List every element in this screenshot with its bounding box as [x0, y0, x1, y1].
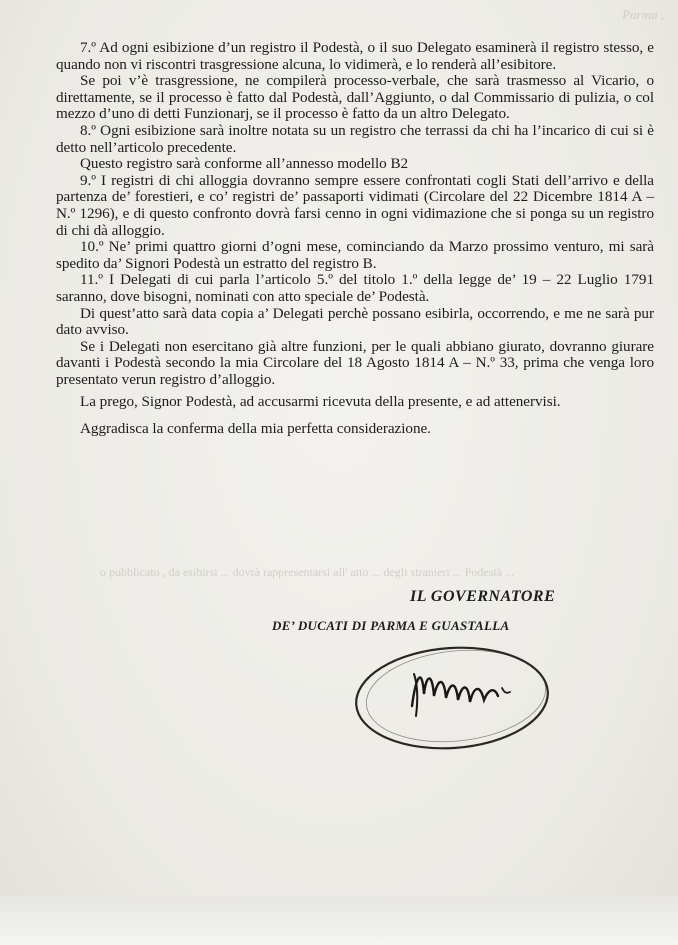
bleed-through-header: Parma ,	[622, 7, 664, 22]
paragraph-8-continued: Questo registro sarà conforme all’annesso modello B2	[80, 155, 409, 173]
paragraph-11: 11.º I Delegati di cui parla l’articolo 5.º del titolo 1.º della legge de’ 19 – 22 Luglio 1791 saranno, dove bisogni, nominati con atto speciale de’ Podestà.	[56, 271, 654, 305]
paragraph-11-oath: Se i Delegati non esercitano già altre funzioni, per le quali abbiano giurato, dovranno giurare davanti i Podestà secondo la mia Circolare del 18 Agosto 1814 A – N.º 33, prima che venga loro presentato verun registro d’alloggio.	[56, 337, 654, 388]
paragraph-8: 8.º Ogni esibizione sarà inoltre notata su un registro che terrassi da chi ha l’incarico di cui si è detto nell’articolo precedente.	[56, 121, 654, 156]
governor-subtitle: DE’ DUCATI DI PARMA E GUASTALLA	[272, 618, 510, 633]
governor-title: IL GOVERNATORE	[410, 588, 556, 605]
handwritten-signature-seal	[352, 636, 560, 754]
paragraph-7: 7.º Ad ogni esibizione d’un registro il Podestà, o il suo Delegato esaminerà il registro stesso, e quando non vi riscontri trasgressione alcuna, lo vidimerà, e lo renderà all’esibitore.	[56, 39, 654, 73]
paragraph-7-continued: Se poi v’è trasgressione, ne compilerà processo-verbale, che sarà trasmesso al Vicario, o direttamente, se il processo è fatto dal Podestà, dall’Aggiunto, o dal Commissario di pulizia, o col mezzo d’uno di detti Funzionarj, se il processo è fatto da un altro Delegato.	[56, 72, 654, 123]
paragraph-11-copy: Di quest’atto sarà data copia a’ Delegati perchè possano esibirla, occorrendo, e me ne sarà pur dato avviso.	[56, 304, 654, 339]
paragraph-9: 9.º I registri di chi alloggia dovranno sempre essere confrontati cogli Stati dell’arrivo e della partenza de’ forestieri, e co’ registri de’ passaporti vidimati (Circolare del 22 Dicembre 1814 A – N.º 1296), e di questo confronto dovrà farsi cenno in ogni vidimazione che si ponga su un registro di chi dà alloggio.	[56, 171, 654, 239]
circular-body	[56, 40, 654, 438]
closing-regards: Aggradisca la conferma della mia perfetta considerazione.	[80, 420, 431, 438]
paragraph-10: 10.º Ne’ primi quattro giorni d’ogni mese, cominciando da Marzo prossimo venturo, mi sarà spedito da’ Signori Podestà un estratto del registro B.	[56, 238, 654, 272]
closing-request: La prego, Signor Podestà, ad accusarmi ricevuta della presente, e ad attenervisi.	[80, 393, 561, 411]
bleed-through-body: o pubblicato , da esibirsi ... dovrà rappresentarsi all' atto ... degli stranieri ... Podestà ...	[100, 565, 515, 579]
page-bottom-edge	[0, 896, 678, 945]
